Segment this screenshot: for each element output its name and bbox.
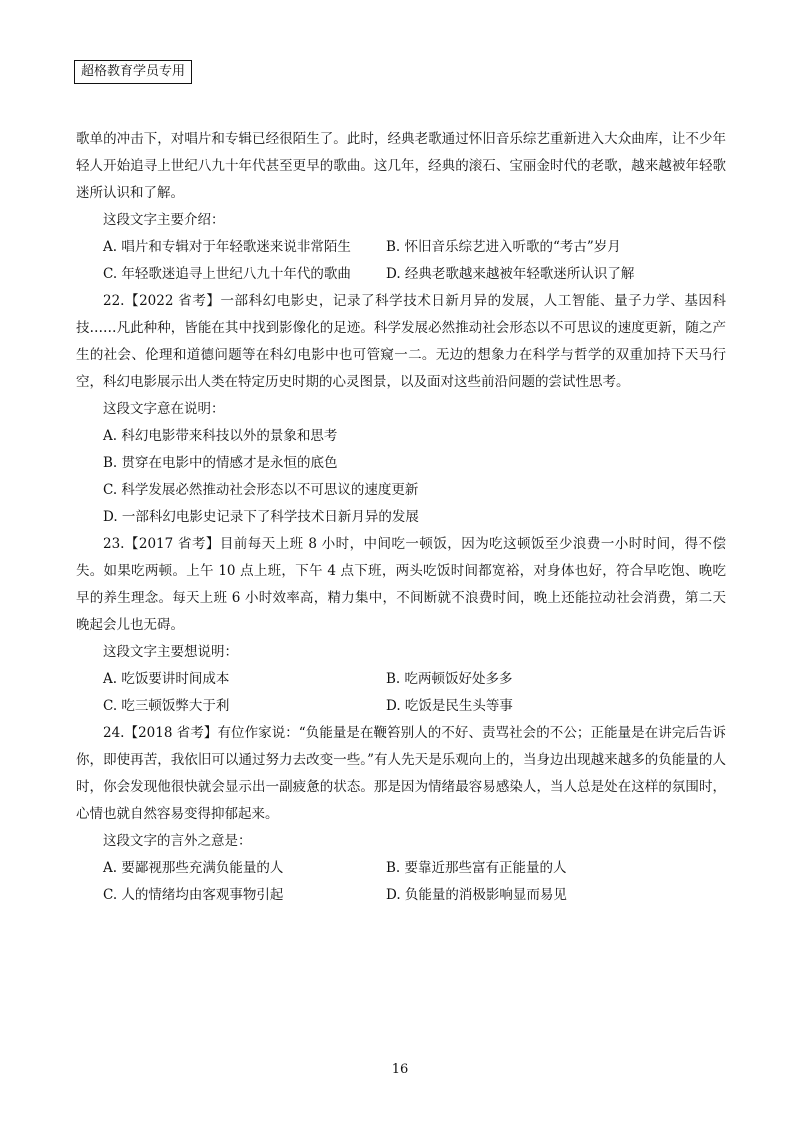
q23-text: 23.【2017 省考】目前每天上班 8 小时，中间吃一顿饭，因为吃这顿饭至少浪费一小时时间，得不偿失。如果吃两顿。上午 10 点上班，下午 4 点下班，两头吃饭时间都宽裕，对身体也好，符合早吃饱、晚吃早的养生理念。每天上班 6 小时效率高，精力集中，不间断就不浪费时间，晚上还能拉动社会消费，第二天晚起会儿也无碍。: [76, 536, 726, 633]
q23-option-d: D. 吃饭是民生头等事: [386, 698, 513, 714]
q24-option-c: C. 人的情绪均由客观事物引起: [103, 887, 284, 903]
q24-option-b: B. 要靠近那些富有正能量的人: [386, 860, 567, 876]
q21-option-d: D. 经典老歌越来越被年轻歌迷所认识了解: [386, 266, 635, 282]
q21-options-row-2: [76, 261, 726, 288]
q23-options-row-2: [76, 693, 726, 720]
q22-option-a: A. 科幻电影带来科技以外的景象和思考: [103, 428, 338, 444]
q21-option-b: B. 怀旧音乐综艺进入听歌的“考古”岁月: [386, 239, 621, 255]
q22-option-d: D. 一部科幻电影史记录下了科学技术日新月异的发展: [103, 509, 419, 525]
q22-option-b: B. 贯穿在电影中的情感才是永恒的底色: [103, 455, 338, 471]
q24-option-d: D. 负能量的消极影响显而易见: [386, 887, 567, 903]
page-number: 16: [391, 1062, 409, 1077]
q24-options-row-2: [76, 882, 726, 909]
q21-option-c: C. 年轻歌迷追寻上世纪八九十年代的歌曲: [103, 266, 351, 282]
q24-option-a: A. 要鄙视那些充满负能量的人: [103, 860, 284, 876]
page-content: [76, 126, 726, 909]
q23-option-c: C. 吃三顿饭弊大于利: [103, 698, 230, 714]
header-tag: 超格教育学员专用: [74, 60, 192, 84]
q23-prompt: 这段文字主要想说明：: [103, 644, 238, 660]
q23-options-row-1: [76, 666, 726, 693]
q22-prompt: 这段文字意在说明：: [103, 401, 225, 417]
intro-paragraph: 歌单的冲击下，对唱片和专辑已经很陌生了。此时，经典老歌通过怀旧音乐综艺重新进入大众曲库，让不少年轻人开始追寻上世纪八九十年代甚至更早的歌曲。这几年，经典的滚石、宝丽金时代的老歌，越来越被年轻歌迷所认识和了解。: [76, 131, 726, 201]
q24-prompt: 这段文字的言外之意是：: [103, 833, 252, 849]
q22-option-c: C. 科学发展必然推动社会形态以不可思议的速度更新: [103, 482, 419, 498]
q22-text: 22.【2022 省考】一部科幻电影史，记录了科学技术日新月异的发展，人工智能、量子力学、基因科技……凡此种种，皆能在其中找到影像化的足迹。科学发展必然推动社会形态以不可思议的速度更新，随之产生的社会、伦理和道德问题等在科幻电影中也可管窥一二。无边的想象力在科学与哲学的双重加持下天马行空，科幻电影展示出人类在特定历史时期的心灵图景，以及面对这些前沿问题的尝试性思考。: [76, 293, 726, 390]
q24-options-row-1: [76, 855, 726, 882]
q23-option-a: A. 吃饭要讲时间成本: [103, 671, 230, 687]
q23-option-b: B. 吃两顿饭好处多多: [386, 671, 513, 687]
q24-text: 24.【2018 省考】有位作家说：“负能量是在鞭笞别人的不好、责骂社会的不公；正能量是在讲完后告诉你，即使再苦，我依旧可以通过努力去改变一些。”有人先天是乐观向上的，当身边出现越来越多的负能量的人时，你会发现他很快就会显示出一副疲惫的状态。那是因为情绪最容易感染人，当人总是处在这样的氛围时，心情也就自然容易变得抑郁起来。: [76, 725, 726, 822]
q21-option-a: A. 唱片和专辑对于年轻歌迷来说非常陌生: [103, 239, 351, 255]
q21-options-row-1: [76, 234, 726, 261]
q21-prompt: 这段文字主要介绍：: [103, 212, 225, 228]
